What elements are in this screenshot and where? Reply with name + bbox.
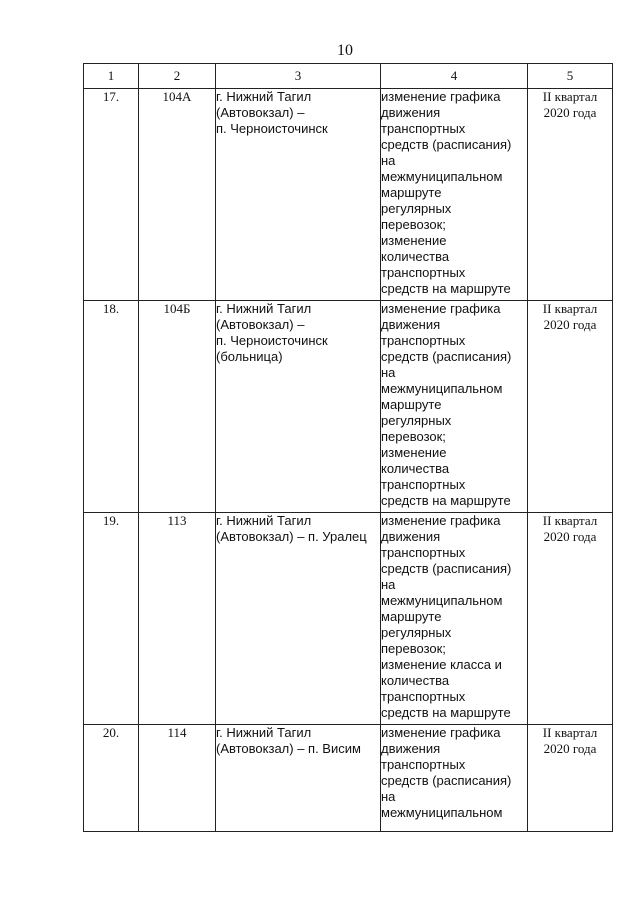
change-line: маршруте — [381, 609, 442, 624]
change-line: движения — [381, 741, 441, 756]
change-line: транспортных — [381, 757, 466, 772]
route-schedule-table — [83, 63, 613, 832]
change-line: средств на маршруте — [381, 705, 511, 720]
change-description — [381, 89, 528, 301]
change-line: регулярных — [381, 625, 452, 640]
change-line: перевозок; — [381, 641, 446, 656]
header-row — [84, 64, 613, 89]
change-line: на — [381, 365, 396, 380]
period — [528, 725, 613, 832]
change-line: транспортных — [381, 689, 466, 704]
period-line: II квартал — [542, 725, 598, 740]
period — [528, 301, 613, 513]
period-line: II квартал — [542, 89, 598, 104]
change-line: на — [381, 153, 396, 168]
column-header-2: 2 — [139, 64, 216, 89]
change-line: регулярных — [381, 201, 452, 216]
change-line: изменение — [381, 445, 447, 460]
table-row — [84, 301, 613, 513]
change-line: перевозок; — [381, 217, 446, 232]
period-line: II квартал — [542, 301, 598, 316]
change-line: изменение графика — [381, 725, 501, 740]
period-line: 2020 года — [543, 105, 597, 120]
route-name-line: г. Нижний Тагил — [216, 725, 312, 740]
change-description — [381, 513, 528, 725]
route-number: 113 — [139, 513, 216, 725]
change-line: изменение — [381, 233, 447, 248]
route-number: 104А — [139, 89, 216, 301]
row-number: 17. — [84, 89, 139, 301]
route-name-line: г. Нижний Тагил — [216, 513, 312, 528]
change-line: средств (расписания) — [381, 137, 512, 152]
change-line: межмуниципальном — [381, 381, 503, 396]
route-name-line: (Автовокзал) – п. Висим — [216, 741, 361, 756]
change-line: транспортных — [381, 333, 466, 348]
row-number: 19. — [84, 513, 139, 725]
table-row — [84, 513, 613, 725]
route-name-line: п. Черноисточинск — [216, 333, 328, 348]
change-line: маршруте — [381, 397, 442, 412]
change-line: изменение графика — [381, 301, 501, 316]
route-name — [216, 513, 381, 725]
change-line: средств на маршруте — [381, 493, 511, 508]
route-name-line: г. Нижний Тагил — [216, 301, 312, 316]
change-line: количества — [381, 461, 450, 476]
page-number: 10 — [337, 42, 353, 59]
route-number: 114 — [139, 725, 216, 832]
route-name — [216, 301, 381, 513]
change-line: количества — [381, 249, 450, 264]
column-header-1: 1 — [84, 64, 139, 89]
change-line: на — [381, 577, 396, 592]
route-name-line: (Автовокзал) – п. Уралец — [216, 529, 367, 544]
change-line: межмуниципальном — [381, 805, 503, 820]
change-description — [381, 301, 528, 513]
table-row — [84, 89, 613, 301]
change-line: транспортных — [381, 477, 466, 492]
change-line: средств (расписания) — [381, 561, 512, 576]
route-number: 104Б — [139, 301, 216, 513]
period — [528, 89, 613, 301]
change-line: перевозок; — [381, 429, 446, 444]
period-line: II квартал — [542, 513, 598, 528]
table-row — [84, 725, 613, 832]
route-name-line: г. Нижний Тагил — [216, 89, 312, 104]
change-line: транспортных — [381, 121, 466, 136]
column-header-4: 4 — [381, 64, 528, 89]
change-line: количества — [381, 673, 450, 688]
change-line: транспортных — [381, 545, 466, 560]
route-name-line: п. Черноисточинск — [216, 121, 328, 136]
change-line: средств (расписания) — [381, 349, 512, 364]
period-line: 2020 года — [543, 741, 597, 756]
change-line: межмуниципальном — [381, 593, 503, 608]
change-line: изменение графика — [381, 513, 501, 528]
route-name — [216, 89, 381, 301]
change-line: движения — [381, 529, 441, 544]
change-line: средств (расписания) — [381, 773, 512, 788]
period — [528, 513, 613, 725]
route-name-line: (Автовокзал) – — [216, 317, 305, 332]
period-line: 2020 года — [543, 529, 597, 544]
change-line: регулярных — [381, 413, 452, 428]
column-header-3: 3 — [216, 64, 381, 89]
change-line: изменение класса и — [381, 657, 502, 672]
change-line: межмуниципальном — [381, 169, 503, 184]
route-name — [216, 725, 381, 832]
route-name-line: (больница) — [216, 349, 283, 364]
change-description — [381, 725, 528, 832]
change-line: транспортных — [381, 265, 466, 280]
change-line: маршруте — [381, 185, 442, 200]
change-line: средств на маршруте — [381, 281, 511, 296]
change-line: на — [381, 789, 396, 804]
row-number: 20. — [84, 725, 139, 832]
column-header-5: 5 — [528, 64, 613, 89]
period-line: 2020 года — [543, 317, 597, 332]
change-line: движения — [381, 105, 441, 120]
route-name-line: (Автовокзал) – — [216, 105, 305, 120]
row-number: 18. — [84, 301, 139, 513]
change-line: движения — [381, 317, 441, 332]
change-line: изменение графика — [381, 89, 501, 104]
